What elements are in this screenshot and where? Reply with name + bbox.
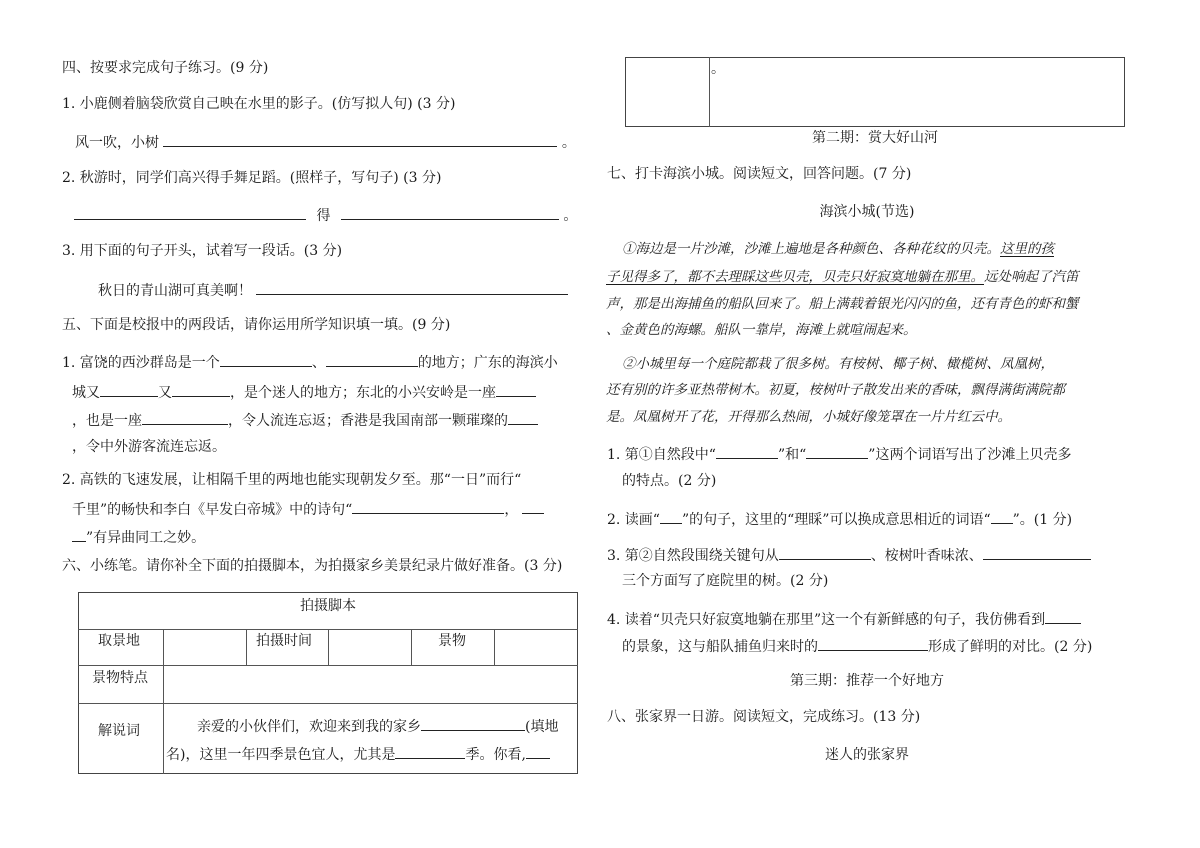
s7-q3-text-b: 、桉树叶香味浓、 [870, 548, 983, 564]
s5-q2-comma: ， [504, 502, 519, 518]
stage-3-title: 第三期：推荐一个好地方 [790, 673, 944, 689]
s5-q1-text-h: ，令人流连忘返；香港是我国南部一颗璀璨的 [228, 413, 508, 429]
narration-text-d: 季。你看, [465, 747, 526, 763]
table-col-rule-3 [328, 629, 329, 665]
s7-q2-blank-2[interactable] [991, 509, 1013, 524]
top-cell-table [625, 57, 1125, 127]
s4-q2-period: 。 [563, 208, 578, 224]
s7-q4-line2 [622, 636, 1092, 656]
s7-q3-line1 [607, 545, 1091, 565]
s4-q3-blank[interactable] [256, 280, 568, 295]
s5-q1-line2 [72, 382, 536, 402]
table-row-feature: 景物特点 [92, 670, 148, 686]
top-cell-text: 。 [711, 61, 725, 77]
stage-2-title: 第二期：赏大好山河 [812, 130, 938, 146]
s5-q2-text-b: ”有异曲同工之妙。 [86, 530, 206, 546]
s5-q2-line2 [72, 499, 544, 519]
narration-line-1 [197, 716, 558, 736]
s5-q1-text-b: 、 [311, 355, 326, 371]
passage-p2-line2: 还有别的许多亚热带树木。初夏，桉树叶子散发出来的香味，飘得满街满院都 [606, 382, 1065, 398]
s4-q1-blank[interactable] [163, 132, 557, 147]
s4-q3-answer-line [98, 280, 568, 300]
s5-q1-blank-5[interactable] [496, 382, 536, 397]
s7-q1-text-c: ”这两个词语写出了沙滩上贝壳多 [868, 447, 1072, 463]
s5-q1-text-e: 又 [158, 385, 172, 401]
p1-text-b: 远处响起了汽笛 [984, 269, 1079, 285]
s4-q1-answer-line [75, 132, 576, 152]
s7-q1-text-b: ”和“ [777, 447, 807, 463]
table-rule-2 [78, 665, 578, 666]
s4-q1-prompt: 1. 小鹿侧着脑袋欣赏自己映在水里的影子。(仿写拟人句) (3 分) [62, 96, 456, 112]
table-header-time: 拍摄时间 [256, 633, 312, 649]
s5-q1-line1 [62, 352, 558, 372]
section-7-title: 七、打卡海滨小城。阅读短文，回答问题。(7 分) [607, 166, 912, 182]
p1-underlined-b: 子见得多了，都不去理睬这些贝壳，贝壳只好寂寞地躺在那里。 [606, 269, 984, 285]
s5-q1-blank-1[interactable] [220, 352, 312, 367]
s5-q1-blank-6[interactable] [142, 410, 228, 425]
section-5-title: 五、下面是校报中的两段话，请你运用所学知识填一填。(9 分) [62, 317, 451, 333]
s5-q1-blank-3[interactable] [100, 382, 158, 397]
s7-q3-blank-1[interactable] [779, 545, 871, 560]
passage-p2-line1: ②小城里每一个庭院都栽了很多树。有桉树、椰子树、橄榄树、凤凰树， [622, 356, 1054, 372]
passage-p1-line1 [622, 240, 1054, 258]
s4-q2-blank-2[interactable] [341, 205, 559, 220]
table-col-rule-5 [494, 629, 495, 665]
passage-title: 海滨小城(节选) [819, 204, 915, 220]
narration-line-2 [166, 744, 550, 764]
s4-q2-answer-line [74, 205, 577, 225]
table-title: 拍摄脚本 [300, 598, 356, 614]
s5-q1-blank-4[interactable] [172, 382, 230, 397]
narration-blank-3[interactable] [526, 744, 550, 759]
s5-q1-blank-2[interactable] [326, 352, 418, 367]
s5-q1-blank-7[interactable] [508, 410, 538, 425]
section-8-title: 八、张家界一日游。阅读短文，完成练习。(13 分) [607, 709, 921, 725]
top-cell-divider [709, 57, 710, 127]
passage-p1-line3: 声，那是出海捕鱼的船队回来了。船上满载着银光闪闪的鱼，还有青色的虾和蟹 [606, 296, 1079, 312]
narration-blank-2[interactable] [395, 744, 465, 759]
s5-q1-text-c: 的地方；广东的海滨小 [417, 355, 558, 371]
s4-q2-de: 得 [316, 208, 331, 224]
s4-q2-blank-1[interactable] [74, 205, 306, 220]
s5-q2-line3 [72, 527, 205, 547]
narration-text-b: (填地 [525, 719, 559, 735]
p1-underlined-a: 这里的孩 [1000, 241, 1054, 257]
s5-q1-line3 [72, 410, 538, 430]
s5-q1-text-g: ，也是一座 [72, 413, 142, 429]
s7-q4-blank-2[interactable] [818, 636, 928, 651]
s7-q1-blank-2[interactable] [806, 444, 868, 459]
s5-q2-text-a: 千里”的畅快和李白《早发白帝城》中的诗句“ [72, 502, 353, 518]
s5-q1-line4: ，令中外游客流连忘返。 [72, 439, 226, 455]
narration-text-a: 亲爱的小伙伴们，欢迎来到我的家乡 [197, 719, 421, 735]
s4-q3-prompt: 3. 用下面的句子开头，试着写一段话。(3 分) [62, 243, 343, 259]
s7-q2-blank-1[interactable] [660, 509, 682, 524]
s5-q1-text-d: 城又 [72, 385, 100, 401]
s7-q3-text-a: 3. 第②自然段围绕关键句从 [607, 548, 779, 564]
narration-text-c: 名)，这里一年四季景色宜人，尤其是 [166, 747, 396, 763]
s7-q2 [607, 509, 1072, 529]
table-header-scene: 景物 [438, 633, 466, 649]
table-col-rule-4 [411, 629, 412, 665]
s4-q1-period: 。 [561, 135, 576, 151]
table-col-rule-2 [246, 629, 247, 665]
s7-q3-blank-2[interactable] [983, 545, 1091, 560]
s7-q1-text-a: 1. 第①自然段中“ [607, 447, 716, 463]
s7-q2-text-b: ”的句子，这里的“理睬”可以换成意思相近的词语“ [681, 512, 991, 528]
s7-q2-text-a: 2. 读画“ [607, 512, 660, 528]
section-6-title: 六、小练笔。请你补全下面的拍摄脚本，为拍摄家乡美景纪录片做好准备。(3 分) [62, 558, 563, 574]
s5-q1-text-f: ，是个迷人的地方；东北的小兴安岭是一座 [230, 385, 496, 401]
s7-q4-text-c: 形成了鲜明的对比。(2 分) [928, 639, 1093, 655]
s7-q4-text-a: 4. 读着“贝壳只好寂寞地躺在那里”这一个有新鲜感的句子，我仿佛看到 [607, 612, 1046, 628]
table-col-rule-1 [163, 629, 164, 774]
s7-q4-line1 [607, 609, 1081, 629]
s7-q4-blank-1[interactable] [1045, 609, 1081, 624]
s5-q2-blank-3[interactable] [72, 527, 86, 542]
s7-q3-line2: 三个方面写了庭院里的树。(2 分) [622, 573, 829, 589]
s7-q2-text-c: ”。(1 分) [1012, 512, 1073, 528]
s7-q1-blank-1[interactable] [716, 444, 778, 459]
s5-q1-text-a: 1. 富饶的西沙群岛是一个 [62, 355, 220, 371]
passage-p1-line2 [606, 268, 1079, 286]
passage-2-title: 迷人的张家界 [825, 747, 909, 763]
section-4-title: 四、按要求完成句子练习。(9 分) [62, 60, 269, 76]
s7-q1-line1 [607, 444, 1071, 464]
narration-blank-1[interactable] [421, 716, 525, 731]
table-rule-3 [78, 703, 578, 704]
s7-q4-text-b: 的景象，这与船队捕鱼归来时的 [622, 639, 818, 655]
s4-q1-stem: 风一吹，小树 [75, 135, 159, 151]
s4-q2-prompt: 2. 秋游时，同学们高兴得手舞足蹈。(照样子，写句子) (3 分) [62, 170, 442, 186]
s7-q1-line2: 的特点。(2 分) [622, 473, 717, 489]
passage-p1-line4: 、金黄色的海螺。船队一靠岸，海滩上就喧闹起来。 [606, 322, 917, 338]
s4-q3-stem: 秋日的青山湖可真美啊！ [98, 283, 252, 299]
passage-p2-line3: 是。凤凰树开了花，开得那么热闹，小城好像笼罩在一片片红云中。 [606, 409, 1011, 425]
p1-text-a: ①海边是一片沙滩，沙滩上遍地是各种颜色、各种花纹的贝壳。 [622, 241, 1000, 257]
s5-q2-blank-1[interactable] [352, 499, 504, 514]
table-header-place: 取景地 [98, 633, 140, 649]
s5-q2-line1: 2. 高铁的飞速发展，让相隔千里的两地也能实现朝发夕至。那“一日”而行“ [62, 472, 522, 488]
table-row-narration: 解说词 [98, 723, 140, 739]
s5-q2-blank-2[interactable] [522, 499, 544, 514]
